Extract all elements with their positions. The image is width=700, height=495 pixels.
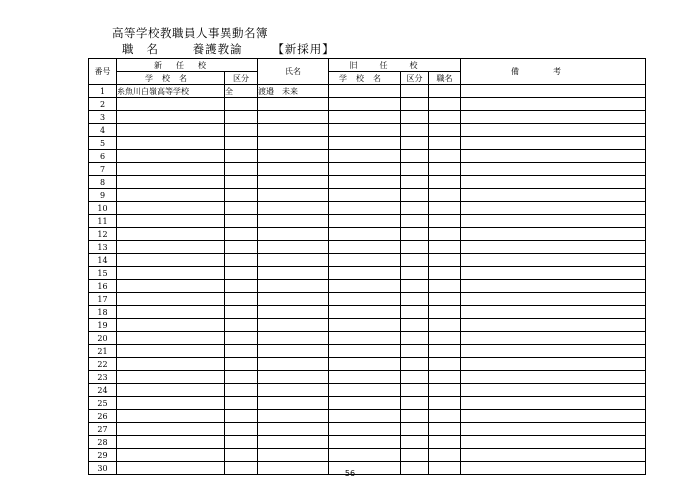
- name-cell: [258, 124, 329, 137]
- new-school-cell: 糸魚川白嶺高等学校: [117, 85, 225, 98]
- table-row: [89, 150, 646, 163]
- header-number: 番号: [89, 59, 117, 85]
- old-title-cell: [429, 241, 461, 254]
- remarks-cell: [461, 280, 646, 293]
- new-school-cell: [117, 215, 225, 228]
- new-division-cell: [225, 384, 258, 397]
- table-row: [89, 163, 646, 176]
- name-cell: [258, 189, 329, 202]
- new-school-cell: [117, 358, 225, 371]
- old-division-cell: [401, 319, 429, 332]
- table-row: [89, 98, 646, 111]
- remarks-cell: [461, 332, 646, 345]
- row-number: 22: [89, 358, 117, 371]
- name-cell: [258, 228, 329, 241]
- old-title-cell: [429, 202, 461, 215]
- row-number: 21: [89, 345, 117, 358]
- remarks-cell: [461, 111, 646, 124]
- old-title-cell: [429, 319, 461, 332]
- remarks-cell: [461, 449, 646, 462]
- row-number: 20: [89, 332, 117, 345]
- old-school-cell: [329, 228, 401, 241]
- new-school-cell: [117, 384, 225, 397]
- remarks-cell: [461, 241, 646, 254]
- old-school-cell: [329, 306, 401, 319]
- table-row: [89, 332, 646, 345]
- remarks-cell: [461, 306, 646, 319]
- header-old-division: 区分: [401, 72, 429, 85]
- remarks-cell: [461, 98, 646, 111]
- old-division-cell: [401, 150, 429, 163]
- remarks-cell: [461, 85, 646, 98]
- old-school-cell: [329, 371, 401, 384]
- old-division-cell: [401, 202, 429, 215]
- new-division-cell: [225, 358, 258, 371]
- remarks-cell: [461, 176, 646, 189]
- old-division-cell: [401, 254, 429, 267]
- old-title-cell: [429, 189, 461, 202]
- old-division-cell: [401, 358, 429, 371]
- old-division-cell: [401, 332, 429, 345]
- document-subtitle: [122, 41, 335, 57]
- row-number: 14: [89, 254, 117, 267]
- header-row-group: [89, 59, 646, 72]
- header-name: 氏名: [258, 59, 329, 85]
- old-school-cell: [329, 241, 401, 254]
- old-title-cell: [429, 293, 461, 306]
- new-school-cell: [117, 98, 225, 111]
- old-school-cell: [329, 436, 401, 449]
- old-school-cell: [329, 384, 401, 397]
- old-school-cell: [329, 358, 401, 371]
- old-title-cell: [429, 163, 461, 176]
- row-number: 25: [89, 397, 117, 410]
- row-number: 17: [89, 293, 117, 306]
- header-old-post-label: 旧任校: [349, 60, 440, 70]
- table-row: [89, 371, 646, 384]
- name-cell: [258, 436, 329, 449]
- remarks-cell: [461, 319, 646, 332]
- table-row: [89, 215, 646, 228]
- header-old-title: 職名: [429, 72, 461, 85]
- row-number: 4: [89, 124, 117, 137]
- row-number: 24: [89, 384, 117, 397]
- remarks-cell: [461, 410, 646, 423]
- new-division-cell: [225, 267, 258, 280]
- old-division-cell: [401, 176, 429, 189]
- category-value: 【新採用】: [272, 42, 335, 56]
- old-school-cell: [329, 332, 401, 345]
- old-division-cell: [401, 98, 429, 111]
- row-number: 23: [89, 371, 117, 384]
- header-old-post: [329, 59, 461, 72]
- name-cell: [258, 280, 329, 293]
- new-school-cell: [117, 332, 225, 345]
- row-number: 12: [89, 228, 117, 241]
- old-school-cell: [329, 267, 401, 280]
- new-school-cell: [117, 176, 225, 189]
- remarks-cell: [461, 163, 646, 176]
- name-cell: [258, 163, 329, 176]
- old-title-cell: [429, 371, 461, 384]
- old-division-cell: [401, 384, 429, 397]
- old-division-cell: [401, 410, 429, 423]
- new-school-cell: [117, 228, 225, 241]
- new-school-cell: [117, 410, 225, 423]
- table-row: [89, 397, 646, 410]
- table-row: [89, 176, 646, 189]
- old-division-cell: [401, 436, 429, 449]
- name-cell: [258, 332, 329, 345]
- old-school-cell: [329, 254, 401, 267]
- old-title-cell: [429, 150, 461, 163]
- header-old-school-label: 学校名: [339, 73, 390, 83]
- new-division-cell: [225, 436, 258, 449]
- new-division-cell: [225, 423, 258, 436]
- old-school-cell: [329, 449, 401, 462]
- remarks-cell: [461, 384, 646, 397]
- old-title-cell: [429, 397, 461, 410]
- old-school-cell: [329, 319, 401, 332]
- old-title-cell: [429, 358, 461, 371]
- old-school-cell: [329, 85, 401, 98]
- old-school-cell: [329, 293, 401, 306]
- old-division-cell: [401, 267, 429, 280]
- old-title-cell: [429, 267, 461, 280]
- row-number: 26: [89, 410, 117, 423]
- row-number: 28: [89, 436, 117, 449]
- old-division-cell: [401, 241, 429, 254]
- new-division-cell: [225, 137, 258, 150]
- header-remarks: [461, 59, 646, 85]
- row-number: 13: [89, 241, 117, 254]
- remarks-cell: [461, 358, 646, 371]
- old-division-cell: [401, 280, 429, 293]
- old-school-cell: [329, 176, 401, 189]
- new-division-cell: [225, 215, 258, 228]
- remarks-cell: [461, 397, 646, 410]
- remarks-cell: [461, 436, 646, 449]
- old-title-cell: [429, 124, 461, 137]
- new-division-cell: [225, 111, 258, 124]
- old-division-cell: [401, 137, 429, 150]
- row-number: 15: [89, 267, 117, 280]
- row-number: 18: [89, 306, 117, 319]
- old-division-cell: [401, 345, 429, 358]
- old-division-cell: [401, 449, 429, 462]
- new-division-cell: [225, 280, 258, 293]
- new-school-cell: [117, 137, 225, 150]
- new-division-cell: [225, 254, 258, 267]
- row-number: 19: [89, 319, 117, 332]
- new-school-cell: [117, 371, 225, 384]
- old-division-cell: [401, 371, 429, 384]
- name-cell: [258, 137, 329, 150]
- row-number: 11: [89, 215, 117, 228]
- old-division-cell: [401, 293, 429, 306]
- new-school-cell: [117, 280, 225, 293]
- old-division-cell: [401, 124, 429, 137]
- new-division-cell: [225, 176, 258, 189]
- new-school-cell: [117, 254, 225, 267]
- table-row: [89, 358, 646, 371]
- old-title-cell: [429, 215, 461, 228]
- old-school-cell: [329, 423, 401, 436]
- table-row: [89, 267, 646, 280]
- new-school-cell: [117, 241, 225, 254]
- remarks-cell: [461, 254, 646, 267]
- header-remarks-label: 備考: [511, 67, 596, 76]
- header-old-school: [329, 72, 401, 85]
- new-division-cell: [225, 124, 258, 137]
- new-division-cell: [225, 410, 258, 423]
- old-school-cell: [329, 111, 401, 124]
- old-division-cell: [401, 306, 429, 319]
- table-row: [89, 254, 646, 267]
- name-cell: [258, 215, 329, 228]
- name-cell: [258, 267, 329, 280]
- old-school-cell: [329, 202, 401, 215]
- table-row: [89, 449, 646, 462]
- old-title-cell: [429, 306, 461, 319]
- old-division-cell: [401, 397, 429, 410]
- old-school-cell: [329, 215, 401, 228]
- old-title-cell: [429, 345, 461, 358]
- row-number: 5: [89, 137, 117, 150]
- old-title-cell: [429, 423, 461, 436]
- table-row: [89, 111, 646, 124]
- name-cell: [258, 410, 329, 423]
- old-school-cell: [329, 410, 401, 423]
- new-school-cell: [117, 202, 225, 215]
- name-cell: [258, 306, 329, 319]
- row-number: 6: [89, 150, 117, 163]
- old-school-cell: [329, 189, 401, 202]
- old-school-cell: [329, 98, 401, 111]
- new-school-cell: [117, 423, 225, 436]
- new-school-cell: [117, 111, 225, 124]
- remarks-cell: [461, 267, 646, 280]
- old-school-cell: [329, 345, 401, 358]
- new-school-cell: [117, 267, 225, 280]
- old-title-cell: [429, 228, 461, 241]
- row-number: 29: [89, 449, 117, 462]
- remarks-cell: [461, 228, 646, 241]
- name-cell: [258, 176, 329, 189]
- table-row: [89, 384, 646, 397]
- table-row: [89, 436, 646, 449]
- table-row: [89, 423, 646, 436]
- table-row: [89, 85, 646, 98]
- table-row: [89, 137, 646, 150]
- table-row: [89, 410, 646, 423]
- old-title-cell: [429, 176, 461, 189]
- table-row: [89, 241, 646, 254]
- header-new-school: [117, 72, 225, 85]
- new-division-cell: [225, 345, 258, 358]
- old-title-cell: [429, 98, 461, 111]
- name-cell: [258, 384, 329, 397]
- name-cell: [258, 111, 329, 124]
- remarks-cell: [461, 293, 646, 306]
- name-cell: [258, 202, 329, 215]
- table-row: [89, 280, 646, 293]
- row-number: 16: [89, 280, 117, 293]
- row-number: 10: [89, 202, 117, 215]
- row-number: 27: [89, 423, 117, 436]
- old-title-cell: [429, 410, 461, 423]
- old-title-cell: [429, 449, 461, 462]
- old-school-cell: [329, 137, 401, 150]
- old-title-cell: [429, 332, 461, 345]
- new-school-cell: [117, 345, 225, 358]
- table-row: [89, 124, 646, 137]
- header-new-post: [117, 59, 258, 72]
- name-cell: [258, 293, 329, 306]
- name-cell: [258, 254, 329, 267]
- table-row: [89, 228, 646, 241]
- table-row: [89, 293, 646, 306]
- name-cell: [258, 397, 329, 410]
- remarks-cell: [461, 137, 646, 150]
- page-number: 56: [344, 469, 356, 478]
- new-school-cell: [117, 124, 225, 137]
- new-division-cell: [225, 228, 258, 241]
- row-number: 3: [89, 111, 117, 124]
- table-body: [89, 85, 646, 475]
- position-label: 職名: [122, 42, 171, 56]
- remarks-cell: [461, 215, 646, 228]
- remarks-cell: [461, 189, 646, 202]
- old-division-cell: [401, 228, 429, 241]
- new-school-cell: [117, 189, 225, 202]
- old-title-cell: [429, 111, 461, 124]
- row-number: 1: [89, 85, 117, 98]
- new-division-cell: [225, 163, 258, 176]
- old-school-cell: [329, 397, 401, 410]
- personnel-table: [88, 58, 646, 475]
- new-school-cell: [117, 306, 225, 319]
- new-division-cell: [225, 293, 258, 306]
- name-cell: [258, 371, 329, 384]
- old-title-cell: [429, 384, 461, 397]
- name-cell: [258, 241, 329, 254]
- row-number: 30: [89, 462, 117, 475]
- remarks-cell: [461, 202, 646, 215]
- remarks-cell: [461, 150, 646, 163]
- header-new-post-label: 新任校: [154, 60, 220, 70]
- new-school-cell: [117, 319, 225, 332]
- old-division-cell: [401, 215, 429, 228]
- old-division-cell: [401, 163, 429, 176]
- new-division-cell: 全: [225, 85, 258, 98]
- old-school-cell: [329, 280, 401, 293]
- name-cell: [258, 150, 329, 163]
- old-title-cell: [429, 436, 461, 449]
- old-title-cell: [429, 280, 461, 293]
- table-row: [89, 306, 646, 319]
- new-division-cell: [225, 397, 258, 410]
- row-number: 7: [89, 163, 117, 176]
- table-row: [89, 189, 646, 202]
- name-cell: [258, 319, 329, 332]
- new-school-cell: [117, 397, 225, 410]
- name-cell: [258, 423, 329, 436]
- old-division-cell: [401, 423, 429, 436]
- table-row: [89, 202, 646, 215]
- old-school-cell: [329, 163, 401, 176]
- old-title-cell: [429, 254, 461, 267]
- old-division-cell: [401, 85, 429, 98]
- new-division-cell: [225, 332, 258, 345]
- remarks-cell: [461, 124, 646, 137]
- row-number: 2: [89, 98, 117, 111]
- name-cell: [258, 98, 329, 111]
- position-value: 養護教諭: [192, 42, 243, 56]
- new-school-cell: [117, 436, 225, 449]
- table-row: [89, 319, 646, 332]
- old-title-cell: [429, 137, 461, 150]
- new-division-cell: [225, 319, 258, 332]
- new-school-cell: [117, 150, 225, 163]
- header-new-division: 区分: [225, 72, 258, 85]
- new-division-cell: [225, 449, 258, 462]
- new-division-cell: [225, 150, 258, 163]
- new-school-cell: [117, 293, 225, 306]
- name-cell: [258, 449, 329, 462]
- remarks-cell: [461, 371, 646, 384]
- row-number: 8: [89, 176, 117, 189]
- name-cell: 渡邉 未来: [258, 85, 329, 98]
- header-new-school-label: 学校名: [145, 73, 196, 83]
- new-division-cell: [225, 189, 258, 202]
- name-cell: [258, 345, 329, 358]
- remarks-cell: [461, 345, 646, 358]
- old-division-cell: [401, 111, 429, 124]
- new-school-cell: [117, 449, 225, 462]
- old-school-cell: [329, 124, 401, 137]
- old-school-cell: [329, 150, 401, 163]
- table-row: [89, 345, 646, 358]
- new-division-cell: [225, 202, 258, 215]
- old-division-cell: [401, 189, 429, 202]
- row-number: 9: [89, 189, 117, 202]
- document-title: 高等学校教職員人事異動名簿: [112, 26, 268, 40]
- new-division-cell: [225, 371, 258, 384]
- remarks-cell: [461, 423, 646, 436]
- old-title-cell: [429, 85, 461, 98]
- new-school-cell: [117, 163, 225, 176]
- new-division-cell: [225, 241, 258, 254]
- new-division-cell: [225, 98, 258, 111]
- name-cell: [258, 358, 329, 371]
- new-division-cell: [225, 306, 258, 319]
